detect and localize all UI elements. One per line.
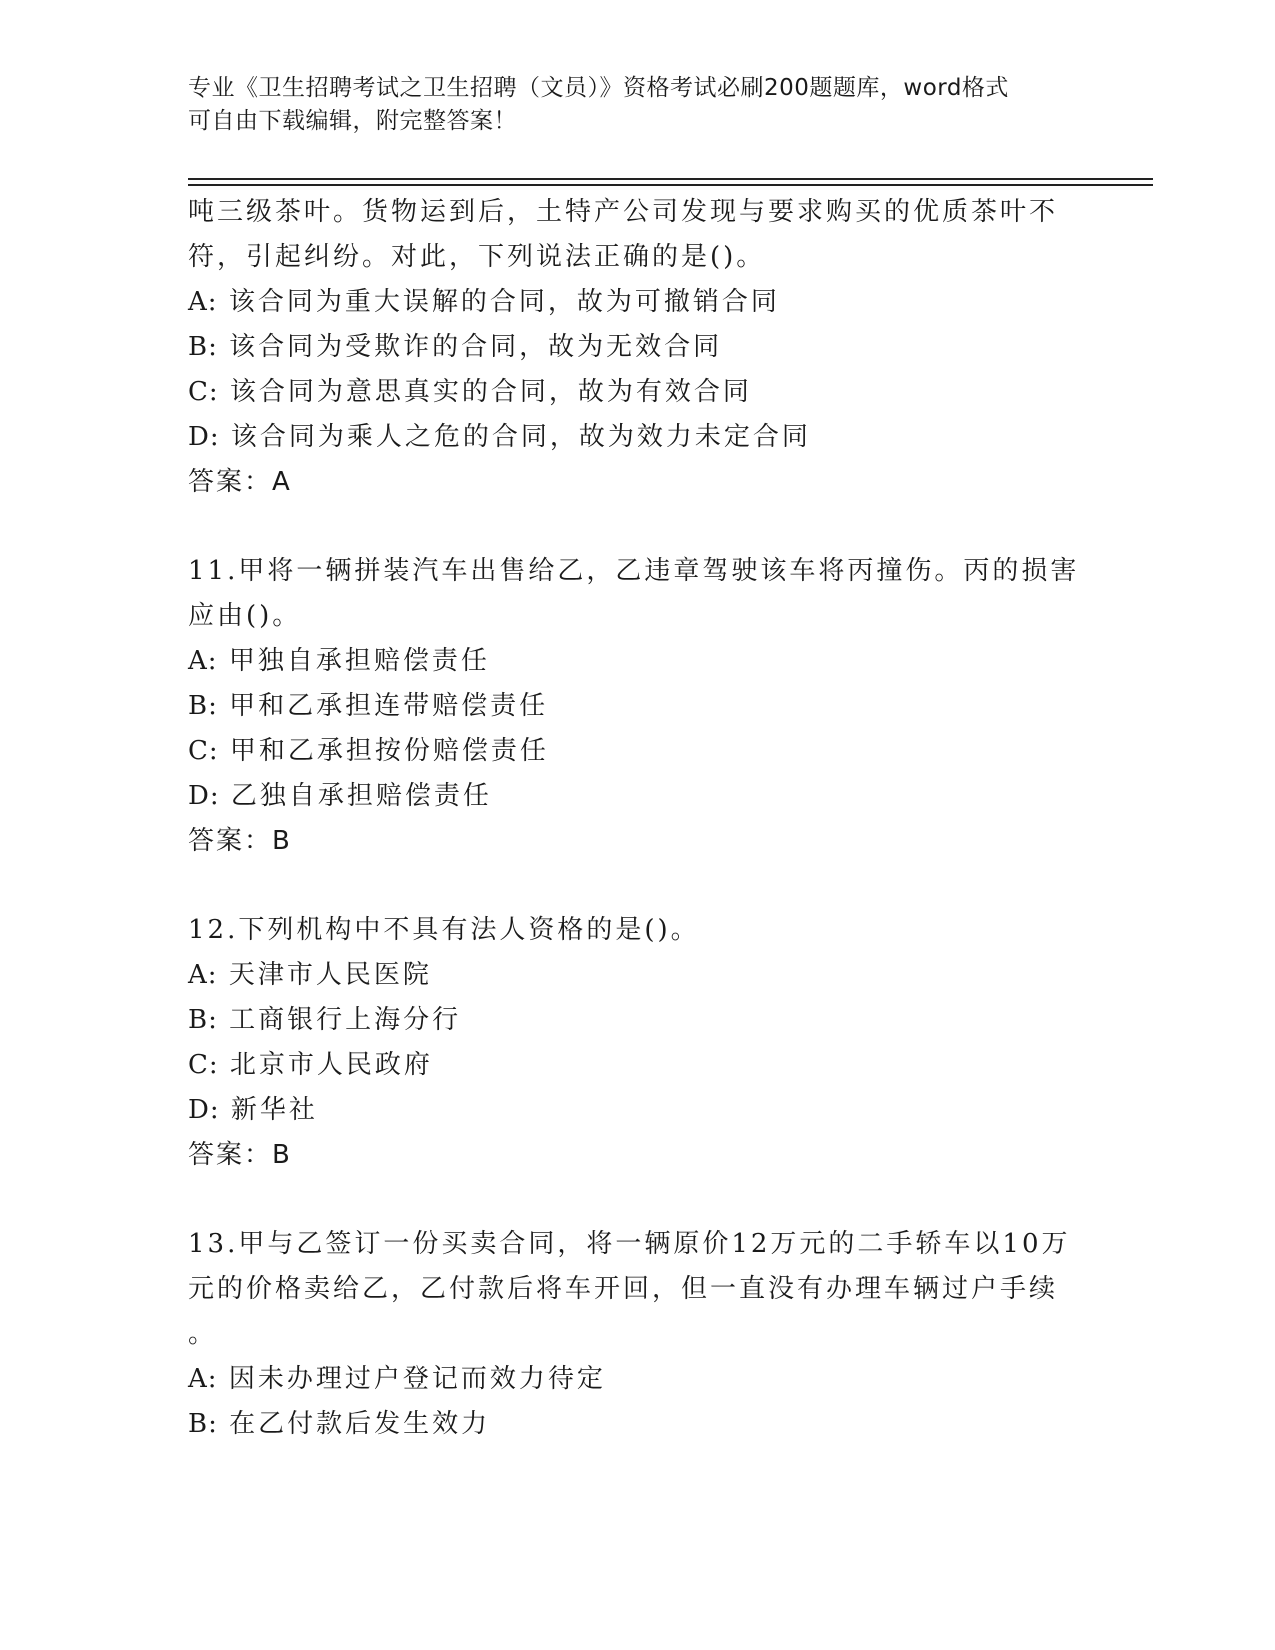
option-letter: B: [188, 1005, 218, 1035]
header-line-2: 可自由下载编辑，附完整答案！ [188, 108, 517, 134]
option-letter: B: [188, 332, 218, 362]
spacer [188, 864, 1088, 908]
question-text-line: 元的价格卖给乙，乙付款后将车开回，但一直没有办理车辆过户手续 [188, 1274, 1059, 1304]
option-letter: D: [188, 422, 220, 452]
option-letter: C: [188, 1050, 219, 1080]
option-a [188, 639, 1088, 684]
option-letter: A: [188, 646, 218, 676]
option-text: 乙独自承担赔偿责任 [230, 781, 492, 811]
option-c [188, 370, 1088, 415]
option-d [188, 774, 1088, 819]
option-letter: A: [188, 960, 218, 990]
question-text-line: 11.甲将一辆拼装汽车出售给乙，乙违章驾驶该车将丙撞伤。丙的损害 [188, 556, 1080, 586]
option-a [188, 1357, 1088, 1402]
option-a [188, 280, 1088, 325]
option-text: 在乙付款后发生效力 [229, 1409, 491, 1439]
question-block-11 [188, 549, 1088, 864]
option-c [188, 1043, 1088, 1088]
option-letter: C: [188, 377, 219, 407]
option-c [188, 729, 1088, 774]
option-text: 该合同为乘人之危的合同，故为效力未定合同 [230, 422, 811, 452]
option-text: 该合同为受欺诈的合同，故为无效合同 [229, 332, 723, 362]
header-line-1: 专业《卫生招聘考试之卫生招聘（文员）》资格考试必刷200题题库，word格式 [188, 75, 1009, 101]
option-a [188, 953, 1088, 998]
option-letter: A: [188, 1364, 218, 1394]
question-text-line: 符，引起纠纷。对此，下列说法正确的是()。 [188, 242, 766, 272]
option-text: 新华社 [230, 1095, 318, 1125]
question-block-continued [188, 190, 1088, 505]
option-letter: D: [188, 1095, 220, 1125]
option-b [188, 998, 1088, 1043]
option-text: 甲独自承担赔偿责任 [228, 646, 490, 676]
document-header [188, 72, 1088, 138]
option-b [188, 684, 1088, 729]
option-text: 该合同为重大误解的合同，故为可撤销合同 [228, 287, 780, 317]
option-text: 北京市人民政府 [229, 1050, 433, 1080]
option-letter: D: [188, 781, 220, 811]
spacer [188, 1178, 1088, 1222]
option-letter: A: [188, 287, 218, 317]
question-text-line: 13.甲与乙签订一份买卖合同，将一辆原价12万元的二手轿车以10万 [188, 1229, 1071, 1259]
answer-line: 答案：B [188, 1140, 292, 1170]
option-letter: B: [188, 691, 218, 721]
header-divider-bottom [188, 184, 1153, 186]
spacer [188, 505, 1088, 549]
question-text-line: 吨三级茶叶。货物运到后，土特产公司发现与要求购买的优质茶叶不 [188, 197, 1059, 227]
option-text: 天津市人民医院 [228, 960, 432, 990]
question-text-line: 12.下列机构中不具有法人资格的是()。 [188, 915, 700, 945]
header-divider-top [188, 178, 1153, 180]
question-text-line: 。 [188, 1319, 218, 1349]
option-text: 因未办理过户登记而效力待定 [228, 1364, 606, 1394]
document-body [188, 190, 1088, 1447]
option-letter: C: [188, 736, 219, 766]
option-text: 甲和乙承担按份赔偿责任 [229, 736, 549, 766]
option-d [188, 415, 1088, 460]
option-letter: B: [188, 1409, 218, 1439]
option-text: 该合同为意思真实的合同，故为有效合同 [229, 377, 752, 407]
option-b [188, 325, 1088, 370]
question-block-12 [188, 908, 1088, 1178]
option-d [188, 1088, 1088, 1133]
question-block-13 [188, 1222, 1088, 1447]
option-text: 甲和乙承担连带赔偿责任 [229, 691, 549, 721]
answer-line: 答案：A [188, 467, 292, 497]
question-text-line: 应由()。 [188, 601, 302, 631]
answer-line: 答案：B [188, 826, 292, 856]
option-text: 工商银行上海分行 [229, 1005, 462, 1035]
option-b [188, 1402, 1088, 1447]
